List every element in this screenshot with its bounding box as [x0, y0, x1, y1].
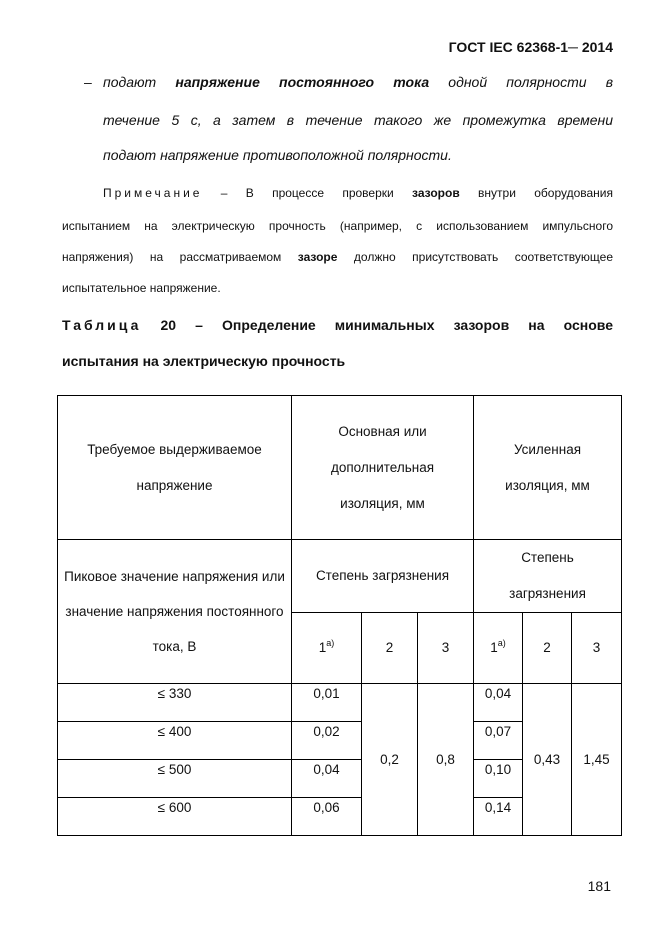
- note-line-2: испытанием на электрическую прочность (например, с использованием импульсного: [62, 219, 613, 233]
- reinf-deg2-cell: 0,43: [523, 684, 572, 836]
- reinf-deg1-cell: 0,07: [474, 722, 523, 760]
- basic-deg1-cell: 0,02: [292, 722, 362, 760]
- reinf-deg1-cell: 0,14: [474, 798, 523, 836]
- voltage-cell: ≤ 500: [58, 760, 292, 798]
- header-pollution-basic: Степень загрязнения: [292, 540, 474, 613]
- header-pollution-reinforced: Степень загрязнения: [474, 540, 622, 613]
- clearance-table: [57, 395, 622, 836]
- note-label: Примечание: [103, 186, 203, 200]
- basic-deg1-cell: 0,01: [292, 684, 362, 722]
- header-basic-insulation: Основная или дополнительная изоляция, мм: [292, 396, 474, 540]
- voltage-cell: ≤ 600: [58, 798, 292, 836]
- table-caption-line-1: Таблица 20 – Определение минимальных зазоров на основе: [62, 317, 613, 333]
- page-number: 181: [587, 878, 611, 894]
- bullet-line-3: подают напряжение противоположной полярности.: [103, 147, 452, 163]
- voltage-cell: ≤ 330: [58, 684, 292, 722]
- table-header-row-1: [58, 396, 622, 540]
- table-caption-line-2: испытания на электрическую прочность: [62, 353, 346, 369]
- note-line-3: напряжения) на рассматриваемом зазоре должно присутствовать соответствующее: [62, 250, 613, 264]
- bullet-dash: –: [84, 74, 92, 90]
- basic-deg1-cell: 0,04: [292, 760, 362, 798]
- standard-header: ГОСТ IEC 62368-1─ 2014: [448, 39, 613, 55]
- header-peak-voltage: Пиковое значение напряжения или значение напряжения постоянного тока, В: [58, 540, 292, 684]
- degree-1-basic: 1$^{a)}$: [292, 613, 362, 684]
- bullet-line-2: течение 5 с, а затем в течение такого же промежутка времени: [103, 112, 613, 128]
- reinf-deg1-cell: 0,04: [474, 684, 523, 722]
- degree-1-reinforced: 1$^{a)}$: [474, 613, 523, 684]
- degree-3-basic: 3: [418, 613, 474, 684]
- header-reinforced-insulation: Усиленная изоляция, мм: [474, 396, 622, 540]
- degree-2-basic: 2: [362, 613, 418, 684]
- table-header-row-2: [58, 540, 622, 613]
- reinf-deg1-cell: 0,10: [474, 760, 523, 798]
- bullet-line-1: подают напряжение постоянного тока одной полярности в: [103, 74, 614, 90]
- basic-deg2-cell: 0,2: [362, 684, 418, 836]
- basic-deg3-cell: 0,8: [418, 684, 474, 836]
- note-line-1: Примечание – В процессе проверки зазоров внутри оборудования: [103, 186, 614, 200]
- header-required-voltage: Требуемое выдерживаемое напряжение: [58, 396, 292, 540]
- voltage-cell: ≤ 400: [58, 722, 292, 760]
- degree-2-reinforced: 2: [523, 613, 572, 684]
- degree-3-reinforced: 3: [572, 613, 622, 684]
- basic-deg1-cell: 0,06: [292, 798, 362, 836]
- reinf-deg3-cell: 1,45: [572, 684, 622, 836]
- note-line-4: испытательное напряжение.: [62, 281, 221, 295]
- table-row: [58, 684, 622, 722]
